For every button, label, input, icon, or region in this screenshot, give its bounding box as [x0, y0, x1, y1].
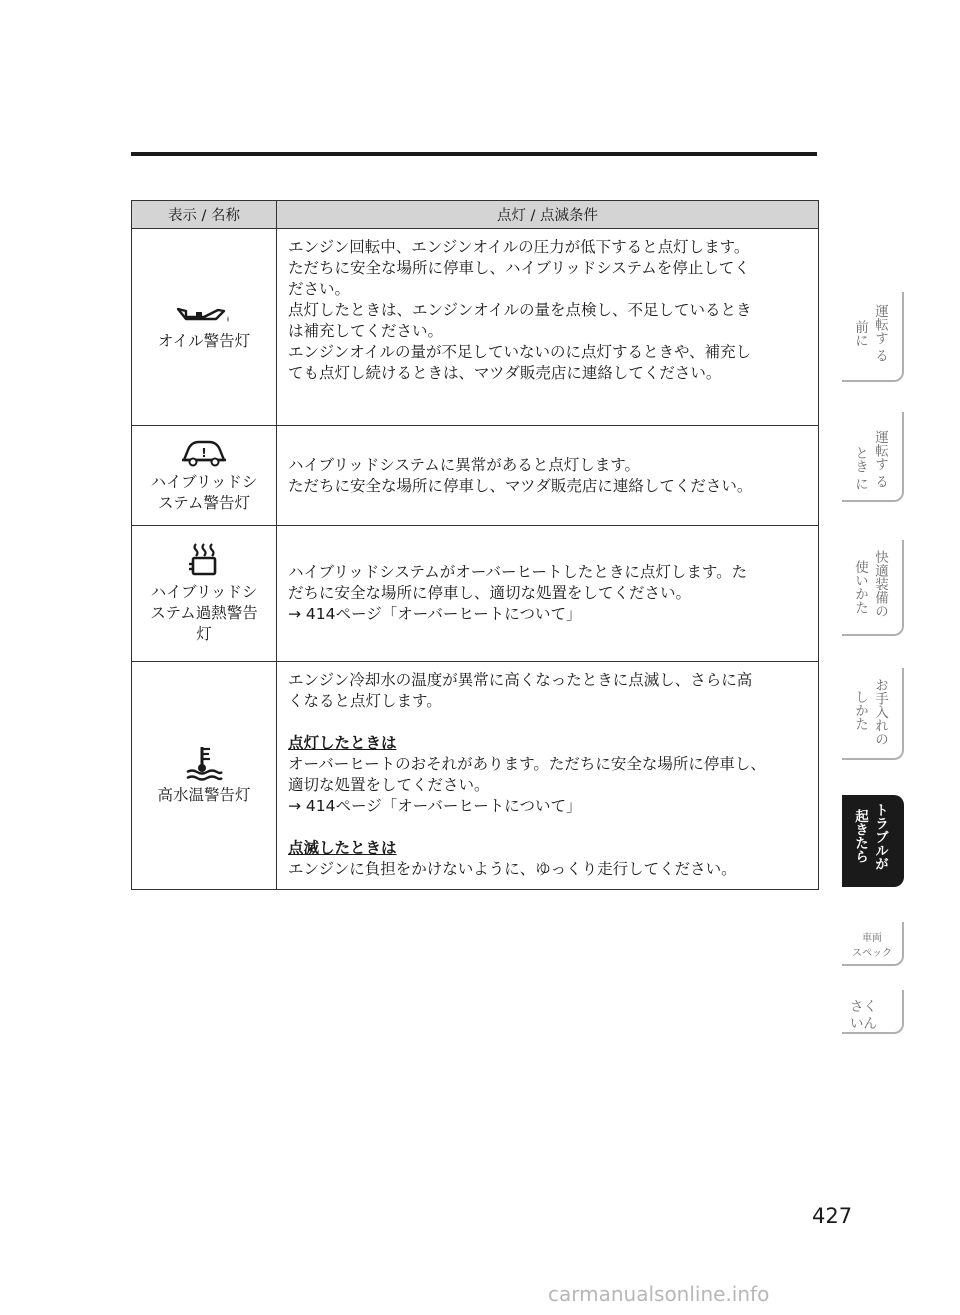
tab-text: 車両 [862, 933, 882, 944]
condition-cell [277, 426, 819, 526]
tab-text: 快適装備の [872, 550, 888, 618]
tab-before-driving[interactable] [842, 292, 904, 382]
tab-text: さく [850, 999, 877, 1015]
tab-trouble[interactable] [842, 795, 904, 887]
tab-label-left [852, 690, 867, 731]
high-coolant-temperature-icon [184, 745, 224, 781]
text-line: だちに安全な場所に停車し、適切な処置をしてください。 [288, 584, 692, 602]
condition-cell [277, 662, 819, 890]
name-line: 灯 [196, 625, 212, 643]
text-line: 点灯したときは、エンジンオイルの量を点検し、不足しているとき [288, 301, 752, 319]
text-line: → 414ページ「オーバーヒートについて」 [288, 605, 582, 623]
tab-label-left [852, 809, 867, 863]
name-cell [132, 526, 277, 662]
text-line: ただちに安全な場所に停車し、ハイブリッドシステムを停止してく [288, 259, 750, 277]
tab-text: 使いかた [852, 560, 868, 614]
tab-text: いん [850, 1016, 877, 1032]
hybrid-system-warning-icon [179, 438, 229, 468]
name-line: ハイブリッドシ [150, 583, 258, 601]
spacer [288, 712, 810, 733]
tab-text: 運転す る [872, 304, 888, 363]
table-row [132, 662, 819, 890]
header-condition: 点灯 / 点滅条件 [277, 201, 819, 229]
text-line: ても点灯し続けるときは、マツダ販売店に連絡してください。 [288, 364, 722, 382]
tab-text: スペック [852, 948, 892, 959]
tab-text: 前に [852, 320, 868, 347]
name-line: 高水温警告灯 [157, 786, 251, 804]
header-display-name: 表示 / 名称 [132, 201, 277, 229]
name-cell [132, 229, 277, 426]
subheading-lit: 点灯したときは [288, 734, 397, 752]
oil-pressure-warning-icon [174, 303, 234, 327]
tab-label-right [872, 803, 887, 871]
text-line: オーバーヒートのおそれがあります。ただちに安全な場所に停車し、 [288, 755, 766, 773]
tab-equipment[interactable] [842, 540, 904, 636]
tab-label-right [872, 678, 887, 746]
table-row [132, 526, 819, 662]
condition-cell [277, 229, 819, 426]
warning-light-table [131, 200, 819, 890]
tab-text: 起きたら [852, 809, 868, 863]
text-line: ハイブリッドシステムに異常があると点灯します。 [288, 455, 641, 474]
table-header-row [132, 201, 819, 229]
table-row [132, 426, 819, 526]
header-rule [131, 152, 817, 156]
tab-index[interactable] [842, 990, 904, 1034]
tab-while-driving[interactable] [842, 412, 904, 502]
tab-text: トラブルが [872, 803, 888, 871]
tab-label-left [852, 560, 867, 614]
tab-label-left [852, 446, 867, 491]
text-line: エンジンオイルの量が不足していないのに点灯するときや、補充し [288, 343, 752, 361]
text-line: ただちに安全な場所に停車し、マツダ販売店に連絡してください。 [288, 476, 753, 495]
tab-label-right [872, 550, 887, 618]
text-line: エンジン冷却水の温度が異常に高くなったときに点滅し、さらに高 [288, 671, 753, 689]
watermark: carmanualsonline.info [548, 1282, 770, 1306]
name-line: オイル警告灯 [157, 331, 251, 350]
text-line: ださい。 [288, 280, 351, 298]
text-line: ハイブリッドシステムがオーバーヒートしたときに点灯します。た [288, 563, 748, 581]
condition-cell [277, 526, 819, 662]
name-line: ステム過熱警告 [150, 604, 258, 622]
tab-text: しかた [852, 690, 868, 731]
text-line: くなると点灯します。 [288, 692, 442, 710]
hybrid-overheat-warning-icon [186, 542, 222, 578]
tab-label-right [872, 304, 887, 362]
tab-maintenance[interactable] [842, 668, 904, 760]
page-number: 427 [812, 1204, 853, 1228]
table-row [132, 229, 819, 426]
text-line: エンジンに負担をかけないように、ゆっくり走行してください。 [288, 860, 737, 878]
tab-label-left [852, 320, 867, 347]
name-line: ステム警告灯 [158, 493, 250, 512]
name-cell [132, 662, 277, 890]
text-line: 適切な処置をしてください。 [288, 776, 490, 794]
svg-text:!: ! [201, 445, 207, 460]
subheading-blinking: 点滅したときは [288, 839, 397, 857]
text-line: エンジン回転中、エンジンオイルの圧力が低下すると点灯します。 [288, 238, 750, 256]
name-line: ハイブリッドシ [150, 472, 258, 491]
name-cell [132, 426, 277, 526]
spacer [288, 817, 810, 838]
tab-text: お手入れの [872, 678, 888, 746]
tab-text: とき に [852, 446, 868, 491]
text-line: → 414ページ「オーバーヒートについて」 [288, 797, 582, 815]
tab-text: 運転す る [872, 430, 888, 489]
text-line: は補充してください。 [288, 322, 444, 340]
tab-specs[interactable] [842, 922, 904, 966]
tab-label-right [872, 430, 887, 488]
